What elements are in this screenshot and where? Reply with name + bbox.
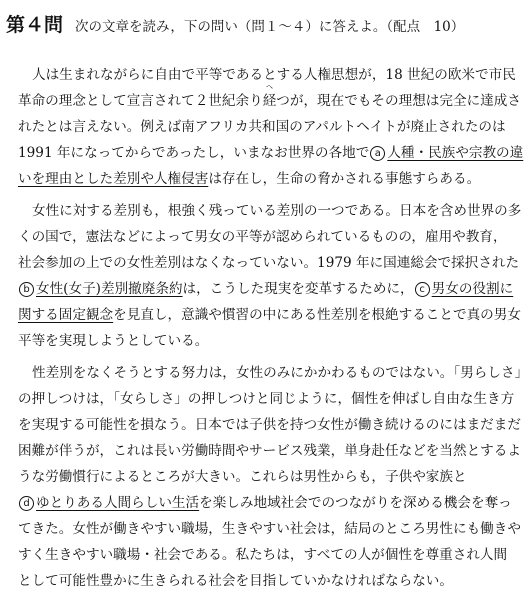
line-text: として可能性豊かに生きられる社会を目指していかなければならない。 — [18, 573, 453, 589]
paragraph-1 — [18, 62, 524, 192]
passage-line — [18, 83, 521, 114]
underlined-phrase-d: ゆとりある人間らしい生活 — [36, 495, 200, 511]
line-text: を実現する可能性を損なう。日本では子供を持つ女性が働き続けるのにはまだまだ — [18, 417, 521, 433]
ruby-word — [262, 83, 277, 114]
marker-a: a — [370, 146, 385, 161]
line-text: 平等を実現しようとしている。 — [18, 333, 209, 349]
passage — [18, 62, 528, 600]
line-text: 革命の理念として宣言されて２世紀余り — [18, 93, 263, 109]
line-text: を見直し，意識や慣習の中にある性差別を根絶することで真の男女 — [113, 307, 521, 323]
passage-line — [18, 166, 508, 192]
line-text: つが，現在でもその理想は完全に達成さ — [276, 93, 521, 109]
passage-line — [18, 302, 521, 328]
passage-line — [18, 438, 521, 464]
line-text: うな労働慣行によるところが大きい。これらは男性からも，子供や家族と — [18, 469, 467, 485]
line-text: 女性に対する差別も，根強く残っている差別の一つである。日本を含め世界の多 — [32, 203, 522, 219]
passage-line — [18, 516, 521, 542]
line-text: れたとは言えない。例えば南アフリカ共和国のアパルトヘイトが廃止されたのは — [18, 119, 506, 135]
passage-line — [18, 114, 508, 140]
marker-d: d — [19, 496, 34, 511]
underlined-phrase-a: 人種・民族や宗教の違 — [387, 145, 524, 161]
question-number: 第４問 — [6, 14, 64, 36]
passage-line — [18, 568, 508, 594]
paragraph-3 — [18, 360, 528, 594]
line-text: の押しつけは，「女らしさ」の押しつけと同じように，個性を伸ばし自由な生き方 — [18, 391, 515, 407]
underlined-phrase-c-cont: 関する固定観念 — [18, 307, 114, 323]
line-text: 1991 年になってからであったし，いまなお世界の各地で — [18, 145, 370, 161]
passage-line — [18, 386, 515, 412]
line-text: 困難が伴うが，これは長い労働時間やサービス残業，単身赴任などを当然とするよ — [18, 443, 521, 459]
line-text: 社会参加の上での女性差別はなくなっていない。1979 年に国連総会で採択された — [18, 255, 520, 271]
line-text: 性差別をなくそうとする努力は，女性のみにかかわるものではない。「男らしさ」 — [32, 365, 528, 381]
line-text: は，こうした現実を変革するために， — [182, 281, 414, 297]
line-text: を楽しみ地域社会でのつながりを深める機会を奪っ — [199, 495, 512, 511]
marker-b: b — [19, 282, 34, 297]
underlined-phrase-c: 男女の役割に — [431, 281, 514, 297]
line-text: てきた。女性が働きやすい職場，生きやすい社会は，結局のところ男性にも働きや — [18, 521, 521, 537]
passage-line — [18, 464, 508, 490]
line-text: は存在し，生命の脅かされる事態すらある。 — [208, 171, 481, 187]
passage-line — [18, 360, 528, 386]
marker-c: c — [415, 282, 430, 297]
passage-line — [18, 412, 521, 438]
underlined-phrase-b: 女性(女子)差別撤廃条約 — [36, 281, 183, 297]
passage-line — [18, 62, 516, 88]
passage-line — [18, 542, 508, 568]
passage-line — [18, 224, 508, 250]
line-text: くの国で，憲法などによって男女の平等が認められているものの，雇用や教育， — [18, 229, 507, 245]
line-text: すく生きやすい職場・社会である。私たちは，すべての人が個性を尊重され人間 — [18, 547, 508, 563]
ruby-reading: へ — [265, 83, 273, 91]
passage-line — [18, 490, 512, 516]
ruby-base: 経 — [262, 93, 277, 109]
line-text: 人は生まれながらに自由で平等であるとする人権思想が，18 世紀の欧米で市民 — [32, 67, 516, 83]
question-instruction: 次の文章を読み，下の問い（問１～４）に答えよ。（配点 10） — [75, 19, 465, 35]
passage-line — [18, 140, 524, 166]
paragraph-2 — [18, 198, 522, 354]
passage-line — [18, 250, 520, 276]
passage-line — [18, 276, 514, 302]
underlined-phrase-a-cont: いを理由とした差別や人権侵害 — [18, 171, 209, 187]
passage-line — [18, 198, 522, 224]
passage-line — [18, 328, 508, 354]
question-header — [6, 10, 514, 37]
